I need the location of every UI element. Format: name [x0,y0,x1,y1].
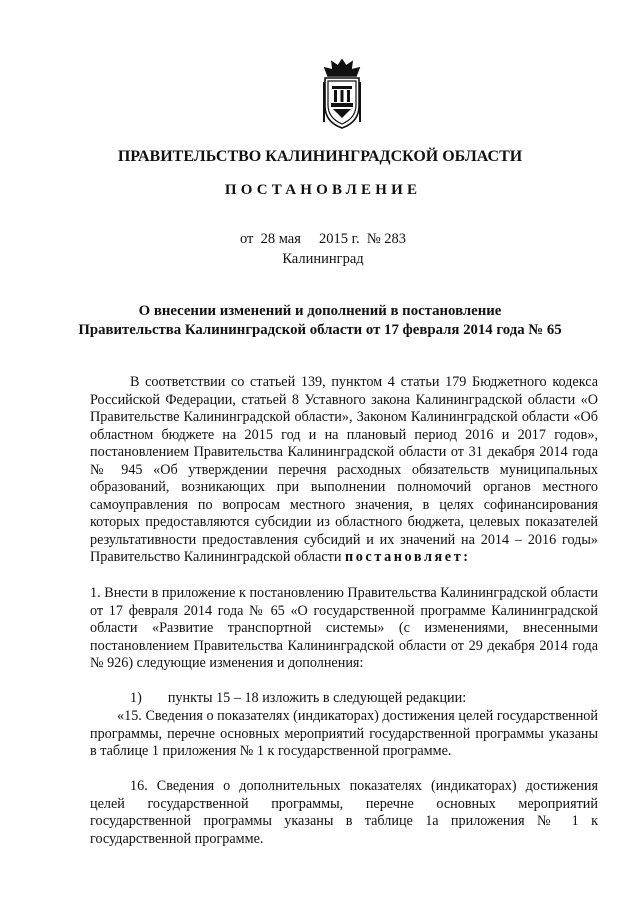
preamble-text: В соответствии со статьей 139, пунктом 4 статьи 179 Бюджетного кодекса Российской Федерации, статьей 8 Уставного закона Калининградской области «О Правительстве Калининградской области», Законом Калининградской области «Об областном бюджете на 2015 год и на плановый период 2016 и 2017 годов», постановлением Правительства Калининградской области от 31 декабря 2014 года № 945 «Об утверждении перечня расходных обязательств муниципальных образований, возникающих при выполнении полномочий органов местного самоуправления по вопросам местного значения, в целях софинансирования которых предоставляются субсидии из областного бюджета, целевых показателей результативности предоставления субсидий и их значений на 2014 – 2016 годы» Правительство Калининградской области [90,374,598,566]
document-number: № 283 [366,231,407,247]
government-name: ПРАВИТЕЛЬСТВО КАЛИНИНГРАДСКОЙ ОБЛАСТИ [117,148,523,165]
paragraph-15-text: «15. Сведения о показателях (индикаторах) достижения целей государственной программы, перечне основных мероприятий государственной программы указаны в таблице 1 приложения № 1 к государственной программе. [90,708,598,760]
date-line [0,231,640,248]
document-type: ПОСТАНОВЛЕНИЕ [224,182,422,198]
item-1-1-number: 1) [130,690,142,706]
paragraph-16 [90,778,598,848]
item-1-paragraph: 1. Внести в приложение к постановлению Правительства Калининградской области от 17 февраля 2014 года № 65 «О государственной программе Калининградской области «Развитие транспортной системы» (с изменениями, внесенными постановлением Правительства Калининградской области от 29 декабря 2014 года № 926) следующие изменения и дополнения: [90,585,598,672]
coat-of-arms-icon [319,58,365,132]
subject-line-2: Правительства Калининградской области от 17 февраля 2014 года № 65 [78,322,562,338]
date-year: 2015 г. [319,231,360,247]
item-1-1-text: пункты 15 – 18 изложить в следующей редакции: [167,690,467,706]
paragraph-15 [90,708,598,761]
subject-line-1: О внесении изменений и дополнений в постановление [138,303,502,319]
item-1-1-paragraph [90,690,598,708]
date-prefix: от [239,231,254,247]
resolves-word: постановляет: [344,549,471,566]
city: Калининград [282,251,364,267]
paragraph-16-text: 16. Сведения о дополнительных показателях (индикаторах) достижения целей государственной программы, перечне основных мероприятий государственной программы указаны в таблице 1а приложения № 1 к государственной программе. [90,778,598,847]
preamble-paragraph [90,374,598,567]
date-day-month: 28 мая [260,231,301,247]
